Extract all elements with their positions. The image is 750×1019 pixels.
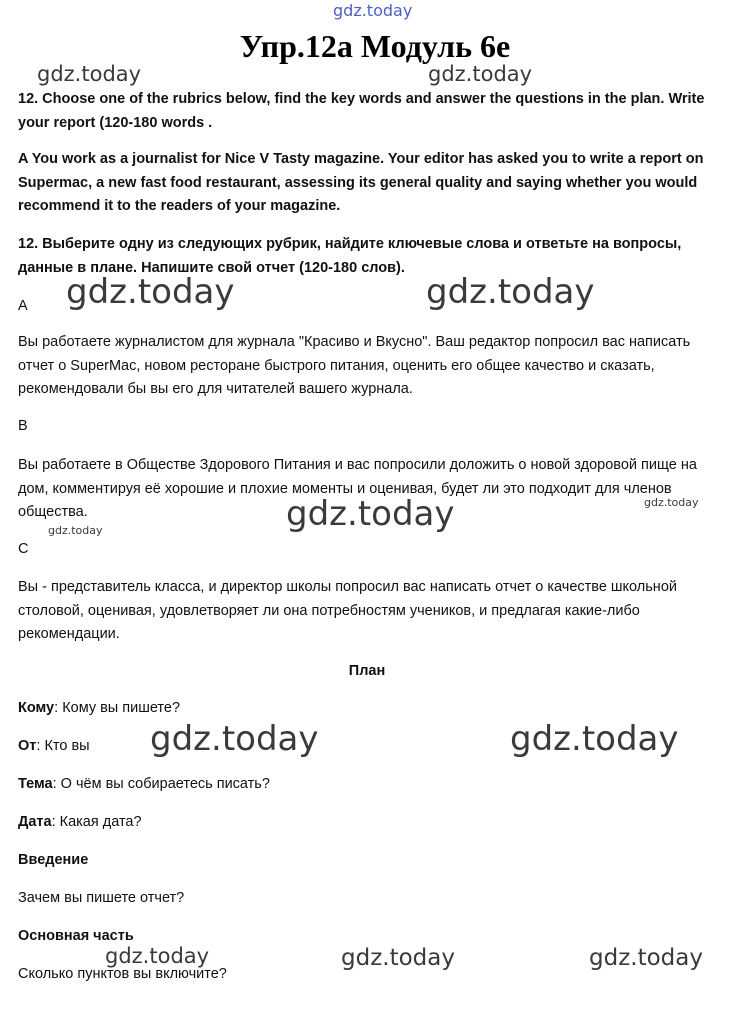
plan-item-topic: Тема: О чём вы собираетесь писать? <box>18 776 270 792</box>
watermark: gdz.today <box>37 62 142 86</box>
intro-heading: Введение <box>18 852 89 868</box>
rubric-a-russian: Вы работаете журналистом для журнала "Красиво и Вкусно". Ваш редактор попросил вас написать отчет о SuperMac, новом ресторане быстрого питания, оценить его общее качество и сказать, рекомендовали бы вы его для читателей вашего журнала. <box>18 334 691 397</box>
intro-question: Зачем вы пишете отчет? <box>18 890 185 906</box>
watermark: gdz.today <box>286 494 455 534</box>
rubric-b-label: B <box>18 418 28 434</box>
watermark: gdz.today <box>426 272 595 312</box>
rubric-b-russian: Вы работаете в Обществе Здорового Питания и вас попросили доложить о новой здоровой пище на дом, комментируя её хорошие и плохие моменты и оценивая, будет ли это подходит для членов общества. <box>18 457 697 520</box>
rubric-a-english: A You work as a journalist for Nice V Tasty magazine. Your editor has asked you to write a report on Supermac, a new fast food restaurant, assessing its general quality and saying whether you would recommend it to the readers of your magazine. <box>18 151 704 214</box>
watermark: gdz.today <box>341 945 455 971</box>
plan-item-date: Дата: Какая дата? <box>18 814 142 830</box>
watermark: gdz.today <box>150 719 319 759</box>
page-title: Упр.12а Модуль 6е <box>239 28 511 64</box>
plan-heading: План <box>348 663 386 679</box>
plan-item-from: От: Кто вы <box>18 738 90 754</box>
watermark: gdz.today <box>105 944 210 968</box>
rubric-a-label: A <box>18 298 28 314</box>
watermark: gdz.today <box>644 496 699 509</box>
task-english: 12. Choose one of the rubrics below, find the key words and answer the questions in the plan. Write your report (120-180 words . <box>18 91 705 131</box>
watermark: gdz.today <box>589 945 703 971</box>
rubric-c-russian: Вы - представитель класса, и директор школы попросил вас написать отчет о качестве школьной столовой, оценивая, удовлетворяет ли она потребностям учеников, и предлагая какие-либо рекомендации. <box>18 579 677 642</box>
main-heading: Основная часть <box>18 928 134 944</box>
watermark: gdz.today <box>510 719 679 759</box>
main-question: Сколько пунктов вы включите? <box>18 966 227 982</box>
watermark-top: gdz.today <box>333 1 413 20</box>
watermark: gdz.today <box>48 524 103 537</box>
rubric-c-label: C <box>18 541 29 557</box>
plan-item-to: Кому: Кому вы пишете? <box>18 700 181 716</box>
watermark: gdz.today <box>66 272 235 312</box>
watermark: gdz.today <box>428 62 533 86</box>
task-russian: 12. Выберите одну из следующих рубрик, найдите ключевые слова и ответьте на вопросы, данные в плане. Напишите свой отчет (120-180 слов). <box>18 236 682 276</box>
